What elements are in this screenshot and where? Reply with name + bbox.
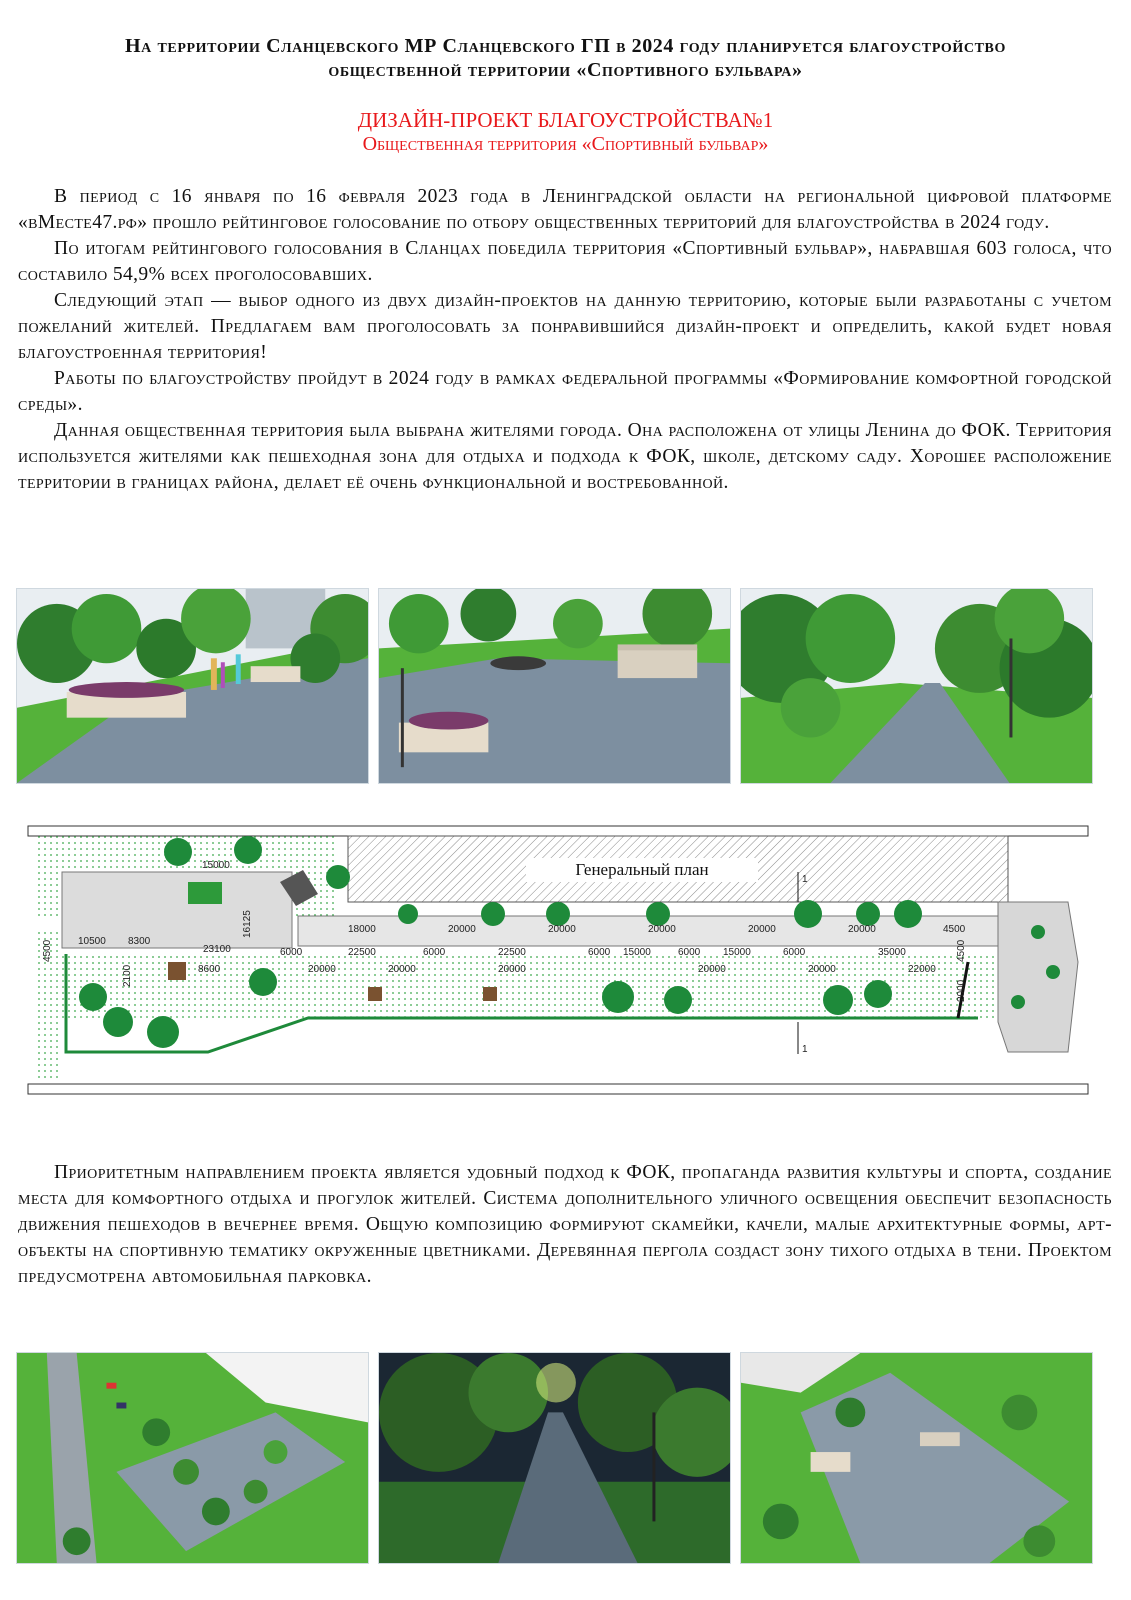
render-pergola-zone <box>378 588 731 784</box>
render-aerial-plaza <box>740 1352 1093 1564</box>
svg-text:10500: 10500 <box>78 936 106 947</box>
svg-text:6000: 6000 <box>678 947 701 958</box>
svg-text:20000: 20000 <box>698 964 726 975</box>
svg-text:20000: 20000 <box>648 924 676 935</box>
svg-text:4500: 4500 <box>956 939 967 962</box>
render-row-top <box>16 588 1116 784</box>
svg-text:18000: 18000 <box>348 924 376 935</box>
svg-text:15000: 15000 <box>202 860 230 871</box>
intro-paragraph-5: Данная общественная территория была выбрана жителями города. Она расположена от улицы Ленина до ФОК. Территория используется жителями как пешеходная зона для отдыха и подхода к ФОК, школе, детскому саду. Хорошее расположение территории в границах района, делает её очень функциональной и востребованной. <box>18 420 1112 493</box>
outro-paragraph: Приоритетным направлением проекта является удобный подход к ФОК, пропаганда развития культуры и спорта, создание места для комфортного отдыха и прогулок жителей. Система дополнительного уличного освещения обеспечит безопасность движения пешеходов в вечернее время. Общую композицию формируют скамейки, качели, малые архитектурные формы, арт-объекты на спортивную тематику окруженные цветниками. Деревянная пергола создаст зону тихого отдыха в тени. Проектом предусмотрена автомобильная парковка. <box>18 1162 1112 1287</box>
svg-text:4500: 4500 <box>42 939 53 962</box>
svg-text:35000: 35000 <box>878 947 906 958</box>
render-night-alley <box>378 1352 731 1564</box>
svg-text:23100: 23100 <box>203 944 231 955</box>
svg-text:8300: 8300 <box>128 936 151 947</box>
render-aerial-parking <box>16 1352 369 1564</box>
svg-text:20000: 20000 <box>308 964 336 975</box>
svg-text:20000: 20000 <box>848 924 876 935</box>
svg-text:2100: 2100 <box>122 964 133 987</box>
header-line-1: На территории Сланцевского МР Сланцевского ГП в 2024 году планируется благоустройство <box>125 35 1006 57</box>
svg-text:6000: 6000 <box>280 947 303 958</box>
render-tree-alley <box>740 588 1093 784</box>
intro-paragraph-4: Работы по благоустройству пройдут в 2024 году в рамках федеральной программы «Формирование комфортной городской среды». <box>18 368 1112 415</box>
svg-text:6000: 6000 <box>423 947 446 958</box>
svg-text:20000: 20000 <box>808 964 836 975</box>
header <box>20 34 1111 82</box>
svg-text:15000: 15000 <box>623 947 651 958</box>
intro-paragraph-3: Следующий этап — выбор одного из двух дизайн-проектов на данную территорию, которые были разработаны с учетом пожеланий жителей. Предлагаем вам проголосовать за понравившийся дизайн-проект и определить, какой будет новая благоустроенная территория! <box>18 290 1112 363</box>
svg-text:8600: 8600 <box>198 964 221 975</box>
svg-text:20000: 20000 <box>448 924 476 935</box>
svg-text:6000: 6000 <box>588 947 611 958</box>
svg-text:20000: 20000 <box>748 924 776 935</box>
svg-text:22500: 22500 <box>498 947 526 958</box>
project-title-sub: Общественная территория «Спортивный бульвар» <box>362 133 769 155</box>
svg-text:6000: 6000 <box>783 947 806 958</box>
render-plaza-art-objects <box>16 588 369 784</box>
svg-text:16125: 16125 <box>242 910 253 938</box>
svg-text:22000: 22000 <box>908 964 936 975</box>
project-title <box>20 108 1111 156</box>
svg-text:4500: 4500 <box>943 924 966 935</box>
intro-paragraph-1: В период с 16 января по 16 февраля 2023 года в Ленинградской области на региональной цифровой платформе «вМесте47.рф» прошло рейтинговое голосование по отбору общественных территорий для благоустройства в 2024 году. <box>18 186 1112 233</box>
svg-text:1: 1 <box>802 874 808 885</box>
svg-text:20000: 20000 <box>388 964 416 975</box>
svg-text:15000: 15000 <box>723 947 751 958</box>
render-row-bottom <box>16 1352 1116 1564</box>
svg-text:22500: 22500 <box>348 947 376 958</box>
header-line-2: общественной территории «Спортивного бульвара» <box>328 59 803 81</box>
svg-text:20000: 20000 <box>548 924 576 935</box>
general-plan <box>18 822 1114 1100</box>
svg-text:1: 1 <box>802 1044 808 1055</box>
plan-title: Генеральный план <box>526 858 758 882</box>
intro-text <box>18 184 1112 496</box>
svg-text:20000: 20000 <box>498 964 526 975</box>
outro-text <box>18 1160 1112 1290</box>
project-title-main: ДИЗАЙН-ПРОЕКТ БЛАГОУСТРОЙСТВА№1 <box>357 108 774 132</box>
intro-paragraph-2: По итогам рейтингового голосования в Сланцах победила территория «Спортивный бульвар», набравшая 603 голоса, что составило 54,9% всех проголосовавших. <box>18 238 1112 285</box>
svg-text:2000: 2000 <box>956 979 967 1002</box>
